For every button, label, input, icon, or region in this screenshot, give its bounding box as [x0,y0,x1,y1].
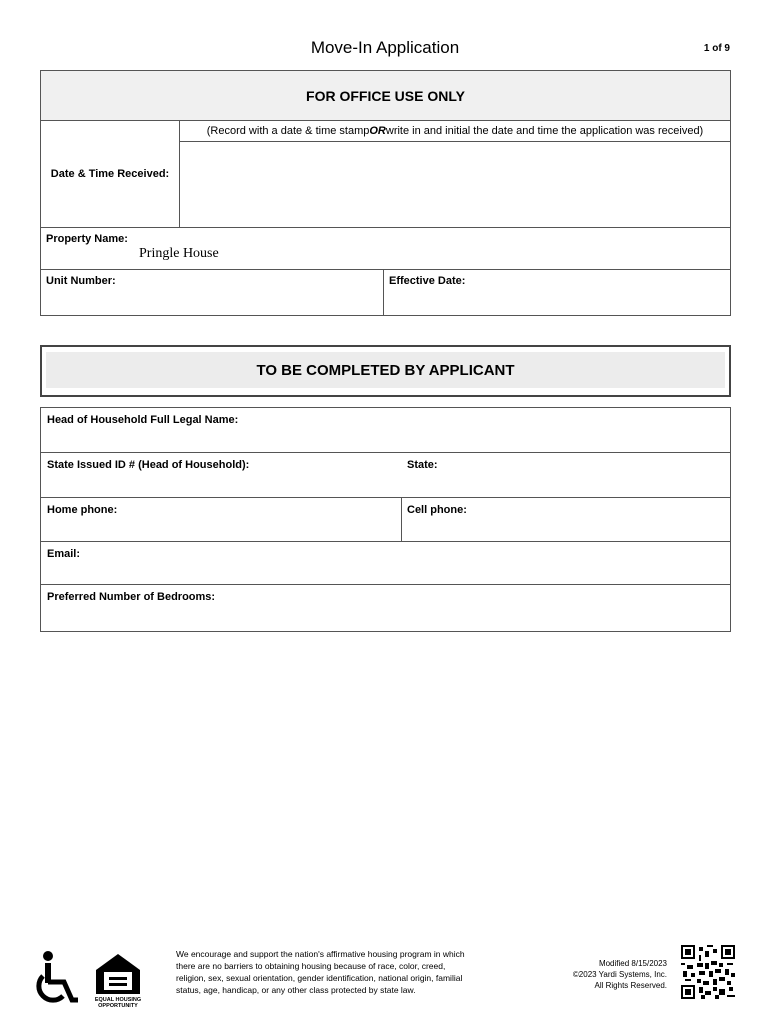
modification-info [540,958,667,991]
effective-date-label: Effective Date: [389,275,466,287]
home-phone-label: Home phone: [47,504,118,516]
bedrooms-label: Preferred Number of Bedrooms: [47,591,216,603]
office-use-heading: FOR OFFICE USE ONLY [41,71,730,121]
head-of-household-field[interactable] [41,408,730,453]
property-name-value: Pringle House [139,246,219,261]
phone-row [41,498,730,542]
head-of-household-label: Head of Household Full Legal Name: [47,414,239,426]
state-id-label: State Issued ID # (Head of Household): [47,459,250,471]
applicant-heading: TO BE COMPLETED BY APPLICANT [46,352,725,388]
property-name-row[interactable] [41,227,730,270]
divider [383,270,384,316]
email-label: Email: [47,548,81,560]
eho-text-2: OPPORTUNITY [98,1003,138,1008]
cell-phone-label: Cell phone: [407,504,467,516]
unit-effective-row [41,269,730,316]
office-use-section [40,70,731,316]
property-name-label: Property Name: [46,233,128,245]
qr-code-icon[interactable] [681,945,735,999]
fair-housing-statement: We encourage and support the nation's affirmative housing program in which there are no barriers to obtaining housing because of race, color, creed, religion, sex, sexual orientation, gender identification, national origin, familial status, age, handicap, or any other class protected by state law. [176,949,465,995]
date-time-received-field[interactable] [180,142,730,227]
date-time-received-label: Date & Time Received: [41,120,180,227]
bedrooms-field[interactable] [41,585,730,632]
unit-number-label: Unit Number: [46,275,116,287]
wheelchair-icon [34,950,80,1006]
instruction-text-post: write in and initial the date and time the application was received) [385,124,704,137]
modified-date: Modified 8/15/2023 [598,959,667,968]
instruction-or: OR [369,124,386,137]
page-number: 1 of 9 [703,43,730,54]
state-id-row[interactable] [41,453,730,498]
applicant-fields [40,407,731,632]
email-field[interactable] [41,542,730,585]
divider [401,498,402,541]
date-time-instruction [180,120,730,142]
equal-housing-opportunity-logo [94,952,142,1008]
eho-text-1: EQUAL HOUSING [94,997,142,1003]
instruction-text-pre: (Record with a date & time stamp [206,124,370,137]
applicant-section-header [40,345,731,397]
state-label: State: [407,459,438,471]
rights-reserved: All Rights Reserved. [594,981,667,990]
document-title: Move-In Application [310,38,460,57]
copyright: ©2023 Yardi Systems, Inc. [572,970,667,979]
